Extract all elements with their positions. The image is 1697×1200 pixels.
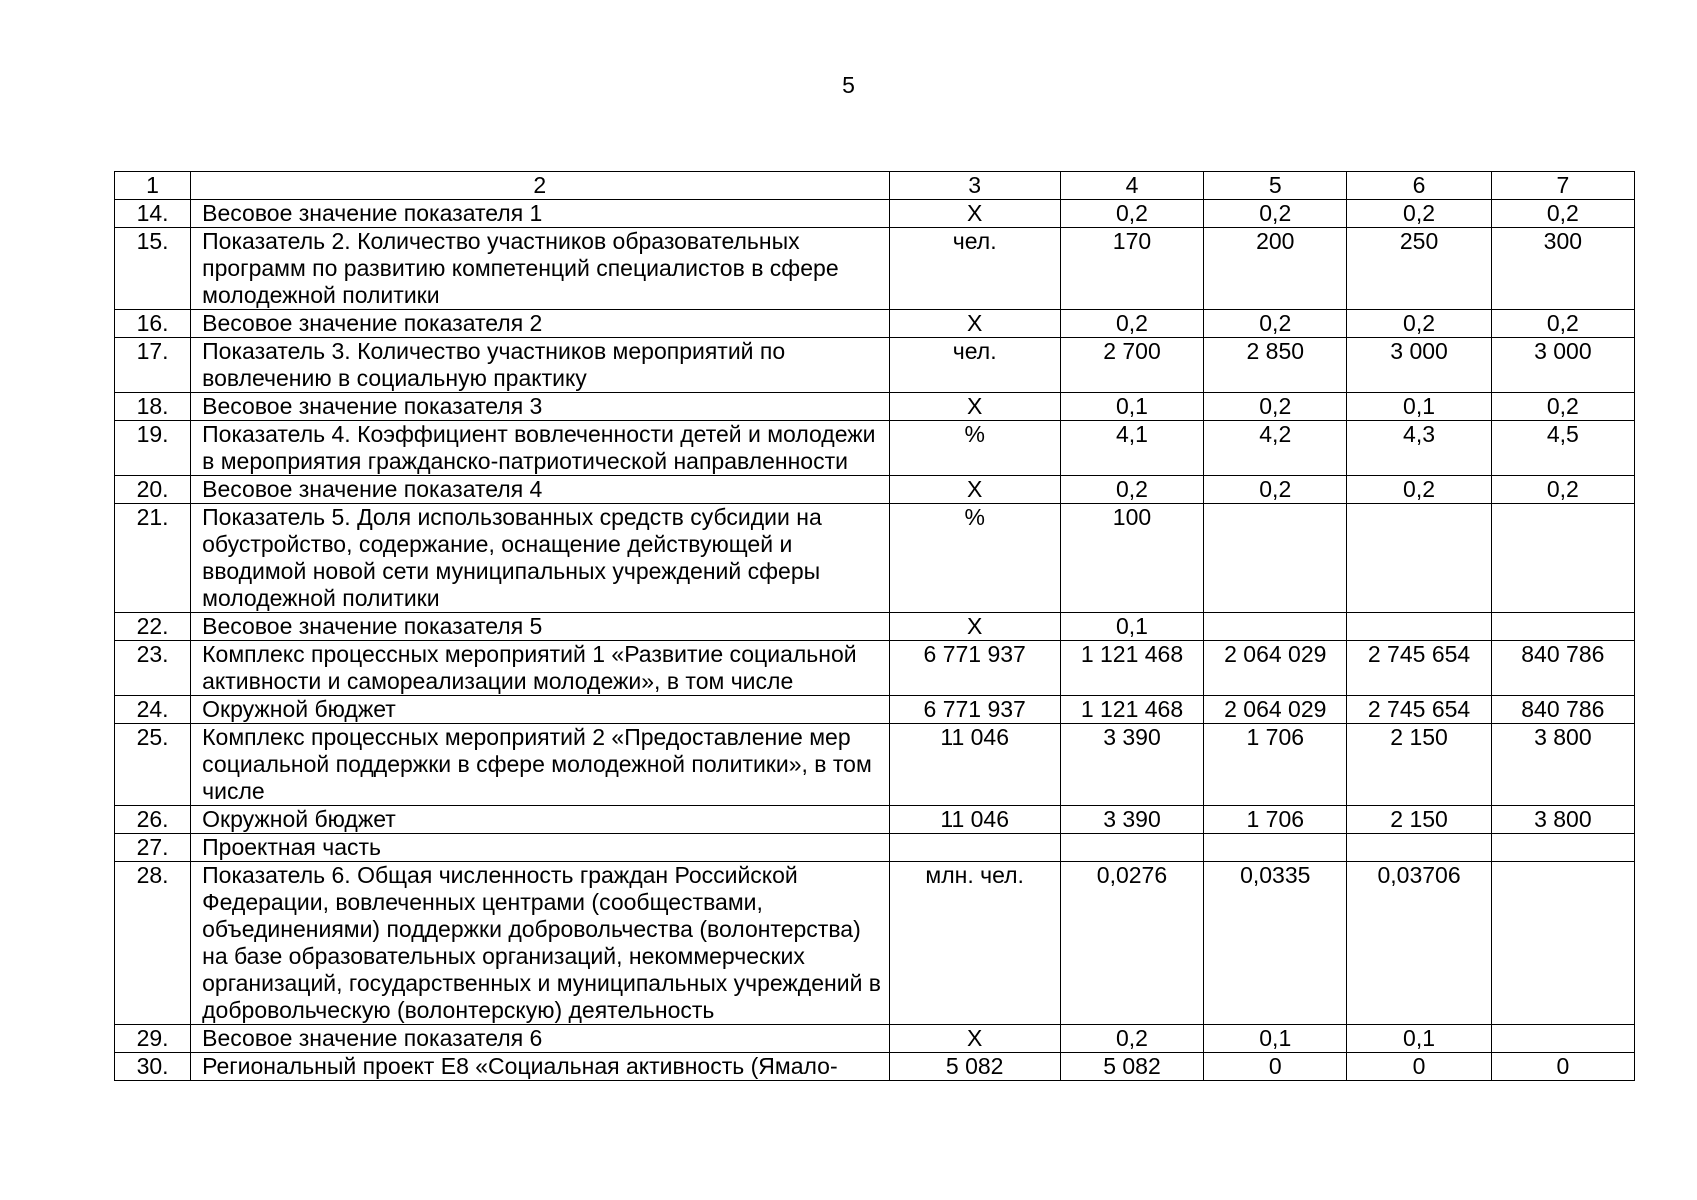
row-description: Весовое значение показателя 5	[191, 613, 889, 641]
row-value-col5: 2 064 029	[1204, 641, 1347, 696]
table-row	[115, 421, 1635, 476]
row-number: 26.	[115, 806, 191, 834]
row-value-col7	[1491, 613, 1634, 641]
row-value-col7: 0,2	[1491, 476, 1634, 504]
row-value-col6: 0,03706	[1347, 862, 1491, 1025]
row-value-col5: 0,2	[1204, 476, 1347, 504]
row-number: 30.	[115, 1053, 191, 1081]
row-description: Весовое значение показателя 6	[191, 1025, 889, 1053]
table-row	[115, 228, 1635, 310]
row-unit: 5 082	[889, 1053, 1060, 1081]
row-value-col7: 3 800	[1491, 724, 1634, 806]
header-cell: 4	[1060, 172, 1203, 200]
row-number: 29.	[115, 1025, 191, 1053]
row-value-col4: 1 121 468	[1060, 696, 1203, 724]
row-value-col4: 0,0276	[1060, 862, 1203, 1025]
row-value-col7: 840 786	[1491, 696, 1634, 724]
row-value-col6: 2 745 654	[1347, 641, 1491, 696]
row-value-col5: 1 706	[1204, 806, 1347, 834]
row-description: Показатель 4. Коэффициент вовлеченности детей и молодежи в мероприятия гражданско-патриотической направленности	[191, 421, 889, 476]
row-description: Показатель 5. Доля использованных средств субсидии на обустройство, содержание, оснащение действующей и вводимой новой сети муниципальных учреждений сферы молодежной политики	[191, 504, 889, 613]
row-value-col7: 0,2	[1491, 393, 1634, 421]
row-description: Показатель 6. Общая численность граждан Российской Федерации, вовлеченных центрами (сообществами, объединениями) поддержки добровольчества (волонтерства) на базе образовательных организаций, некоммерческих организаций, государственных и муниципальных учреждений в добровольческую (волонтерскую) деятельность	[191, 862, 889, 1025]
row-unit: %	[889, 504, 1060, 613]
row-unit: Х	[889, 310, 1060, 338]
row-value-col5: 2 850	[1204, 338, 1347, 393]
row-unit: Х	[889, 393, 1060, 421]
row-value-col5: 200	[1204, 228, 1347, 310]
row-value-col7: 840 786	[1491, 641, 1634, 696]
row-description: Региональный проект Е8 «Социальная активность (Ямало-	[191, 1053, 889, 1081]
row-unit	[889, 834, 1060, 862]
header-cell: 2	[191, 172, 889, 200]
row-value-col5: 4,2	[1204, 421, 1347, 476]
table-row	[115, 641, 1635, 696]
row-value-col5: 0,1	[1204, 1025, 1347, 1053]
row-value-col4: 2 700	[1060, 338, 1203, 393]
row-value-col4: 3 390	[1060, 806, 1203, 834]
table-row	[115, 1025, 1635, 1053]
row-value-col4: 0,1	[1060, 613, 1203, 641]
header-cell: 3	[889, 172, 1060, 200]
table-body	[115, 200, 1635, 1081]
row-value-col6: 2 745 654	[1347, 696, 1491, 724]
row-value-col4: 0,2	[1060, 476, 1203, 504]
row-value-col7	[1491, 834, 1634, 862]
row-number: 15.	[115, 228, 191, 310]
row-value-col6: 2 150	[1347, 806, 1491, 834]
row-value-col6: 0,1	[1347, 393, 1491, 421]
row-number: 19.	[115, 421, 191, 476]
table-row	[115, 504, 1635, 613]
row-value-col4: 0,1	[1060, 393, 1203, 421]
row-value-col6: 2 150	[1347, 724, 1491, 806]
row-number: 21.	[115, 504, 191, 613]
row-value-col7	[1491, 1025, 1634, 1053]
row-value-col6: 0,2	[1347, 200, 1491, 228]
row-number: 27.	[115, 834, 191, 862]
row-value-col7: 3 000	[1491, 338, 1634, 393]
row-value-col5: 0,0335	[1204, 862, 1347, 1025]
row-unit: 6 771 937	[889, 641, 1060, 696]
row-description: Весовое значение показателя 3	[191, 393, 889, 421]
table-row	[115, 393, 1635, 421]
row-value-col7	[1491, 504, 1634, 613]
row-value-col4: 100	[1060, 504, 1203, 613]
row-value-col6: 3 000	[1347, 338, 1491, 393]
row-value-col4: 170	[1060, 228, 1203, 310]
row-value-col7	[1491, 862, 1634, 1025]
row-value-col7: 0	[1491, 1053, 1634, 1081]
row-value-col6	[1347, 613, 1491, 641]
row-value-col5: 2 064 029	[1204, 696, 1347, 724]
row-value-col6: 0,2	[1347, 310, 1491, 338]
row-number: 17.	[115, 338, 191, 393]
table-row	[115, 613, 1635, 641]
row-description: Комплекс процессных мероприятий 1 «Развитие социальной активности и самореализации молодежи», в том числе	[191, 641, 889, 696]
row-value-col5: 0,2	[1204, 200, 1347, 228]
row-value-col4: 4,1	[1060, 421, 1203, 476]
row-value-col5: 0,2	[1204, 393, 1347, 421]
row-unit: чел.	[889, 338, 1060, 393]
row-value-col6: 0,1	[1347, 1025, 1491, 1053]
row-unit: Х	[889, 200, 1060, 228]
row-value-col6: 0	[1347, 1053, 1491, 1081]
table-row	[115, 806, 1635, 834]
row-unit: %	[889, 421, 1060, 476]
row-description: Показатель 3. Количество участников мероприятий по вовлечению в социальную практику	[191, 338, 889, 393]
table-row	[115, 834, 1635, 862]
header-cell: 6	[1347, 172, 1491, 200]
row-number: 24.	[115, 696, 191, 724]
row-value-col7: 0,2	[1491, 310, 1634, 338]
page-number: 5	[842, 72, 855, 98]
row-description: Окружной бюджет	[191, 806, 889, 834]
row-value-col6: 250	[1347, 228, 1491, 310]
row-description: Комплекс процессных мероприятий 2 «Предоставление мер социальной поддержки в сфере молодежной политики», в том числе	[191, 724, 889, 806]
row-value-col7: 4,5	[1491, 421, 1634, 476]
row-unit: 11 046	[889, 724, 1060, 806]
row-value-col4	[1060, 834, 1203, 862]
table-row	[115, 862, 1635, 1025]
table-row	[115, 724, 1635, 806]
row-value-col6	[1347, 504, 1491, 613]
row-number: 25.	[115, 724, 191, 806]
row-unit: чел.	[889, 228, 1060, 310]
row-number: 14.	[115, 200, 191, 228]
row-value-col4: 0,2	[1060, 310, 1203, 338]
table-header-row	[115, 172, 1635, 200]
row-description: Проектная часть	[191, 834, 889, 862]
table-row	[115, 476, 1635, 504]
row-value-col7: 0,2	[1491, 200, 1634, 228]
row-unit: 11 046	[889, 806, 1060, 834]
row-description: Весовое значение показателя 2	[191, 310, 889, 338]
row-value-col5	[1204, 613, 1347, 641]
row-value-col5	[1204, 504, 1347, 613]
row-value-col7: 3 800	[1491, 806, 1634, 834]
row-value-col5	[1204, 834, 1347, 862]
row-unit: Х	[889, 613, 1060, 641]
row-value-col4: 5 082	[1060, 1053, 1203, 1081]
row-value-col7: 300	[1491, 228, 1634, 310]
row-description: Весовое значение показателя 4	[191, 476, 889, 504]
header-cell: 1	[115, 172, 191, 200]
row-value-col6: 0,2	[1347, 476, 1491, 504]
table-row	[115, 338, 1635, 393]
row-value-col4: 3 390	[1060, 724, 1203, 806]
row-unit: Х	[889, 476, 1060, 504]
table-row	[115, 310, 1635, 338]
row-description: Окружной бюджет	[191, 696, 889, 724]
row-value-col6	[1347, 834, 1491, 862]
data-table	[114, 171, 1635, 1081]
table-row	[115, 696, 1635, 724]
row-number: 16.	[115, 310, 191, 338]
row-unit: Х	[889, 1025, 1060, 1053]
row-number: 22.	[115, 613, 191, 641]
row-description: Весовое значение показателя 1	[191, 200, 889, 228]
row-number: 18.	[115, 393, 191, 421]
table-row	[115, 200, 1635, 228]
row-value-col4: 0,2	[1060, 200, 1203, 228]
row-value-col5: 0,2	[1204, 310, 1347, 338]
row-number: 20.	[115, 476, 191, 504]
header-cell: 5	[1204, 172, 1347, 200]
header-cell: 7	[1491, 172, 1634, 200]
table-row	[115, 1053, 1635, 1081]
row-value-col6: 4,3	[1347, 421, 1491, 476]
row-unit: 6 771 937	[889, 696, 1060, 724]
row-value-col5: 1 706	[1204, 724, 1347, 806]
row-value-col5: 0	[1204, 1053, 1347, 1081]
row-number: 23.	[115, 641, 191, 696]
row-value-col4: 1 121 468	[1060, 641, 1203, 696]
row-number: 28.	[115, 862, 191, 1025]
row-value-col4: 0,2	[1060, 1025, 1203, 1053]
row-description: Показатель 2. Количество участников образовательных программ по развитию компетенций специалистов в сфере молодежной политики	[191, 228, 889, 310]
row-unit: млн. чел.	[889, 862, 1060, 1025]
